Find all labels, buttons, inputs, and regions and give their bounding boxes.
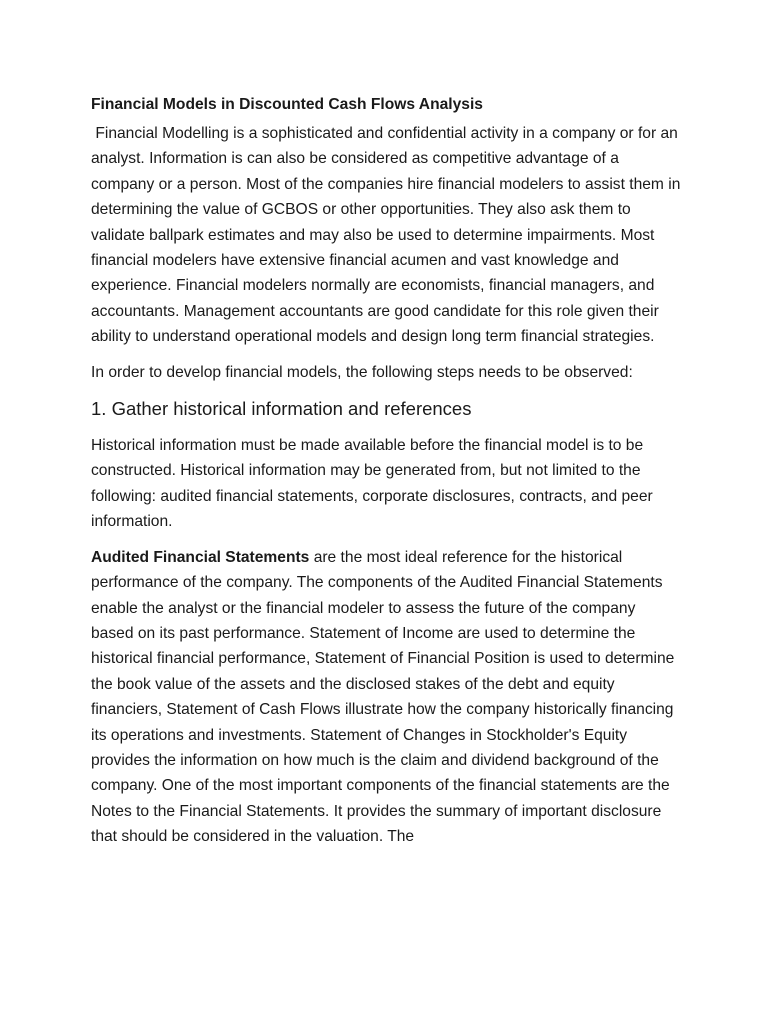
document-title: Financial Models in Discounted Cash Flows Analysis [91, 96, 483, 113]
document-page [91, 92, 685, 860]
section-1-heading: 1. Gather historical information and references [91, 398, 472, 420]
audited-statements-body: are the most ideal reference for the historical performance of the company. The components of the Audited Financial Statements enable the analyst or the financial modeler to assess the future of the company based on its past performance. Statement of Income are used to determine the historical financial performance, Statement of Financial Position is used to determine the book value of the assets and the disclosed stakes of the debt and equity financiers, Statement of Cash Flows illustrate how the company historically financing its operations and investments. Statement of Changes in Stockholder's Equity provides the information on how much is the claim and dividend background of the company. One of the most important components of the financial statements are the Notes to the Financial Statements. It provides the summary of important disclosure that should be considered in the valuation. The [91, 548, 675, 846]
intro-paragraph: Financial Modelling is a sophisticated and confidential activity in a company or for an analyst. Information is can also be considered as competitive advantage of a company or a person. Most of the companies hire financial modelers to assist them in determining the value of GCBOS or other opportunities. They also ask them to validate ballpark estimates and may also be used to determine impairments. Most financial modelers have extensive financial acumen and vast knowledge and experience. Financial modelers normally are economists, financial managers, and accountants. Management accountants are good candidate for this role given their ability to understand operational models and design long term financial strategies. [91, 125, 685, 346]
audited-statements-paragraph [91, 545, 681, 850]
steps-intro-paragraph: In order to develop financial models, the following steps needs to be observed: [91, 363, 633, 381]
section-1-paragraph: Historical information must be made available before the financial model is to be constructed. Historical information may be generated from, but not limited to the following: audited financial statements, corporate disclosures, contracts, and peer information. [91, 437, 653, 531]
audited-statements-lead: Audited Financial Statements [91, 548, 310, 566]
